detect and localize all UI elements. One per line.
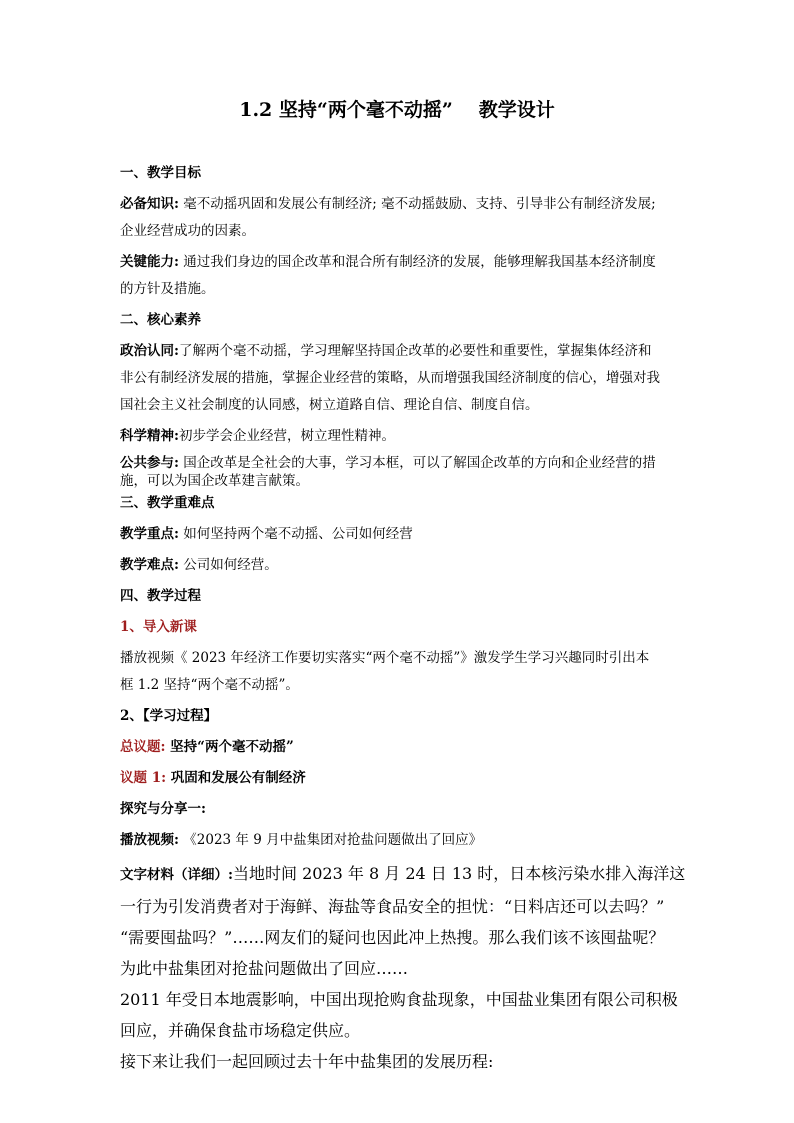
label-video: 播放视频: [120,832,179,848]
paragraph-key-point: 教学重点: 如何坚持两个毫不动摇、公司如何经营 [120,526,413,542]
paragraph-2011: 2011 年受日本地震影响，中国出现抢购食盐现象，中国盐业集团有限公司积极 [120,990,678,1009]
section-heading-difficulty: 三、教学重难点 [120,495,215,511]
section-heading-literacy: 二、核心素养 [120,312,201,328]
section-heading-goals: 一、教学目标 [120,165,201,181]
label-topic1: 议题 1: [120,770,167,786]
title-suffix: 教学设计 [478,99,555,121]
paragraph-ability-cont: 的方针及措施。 [120,281,215,297]
label-knowledge: 必备知识: [120,196,179,212]
paragraph-intro: 播放视频《 2023 年经济工作要切实落实“两个毫不动摇”》激发学生学习兴趣同时引出本 [120,650,650,666]
paragraph-ability: 关键能力: 通过我们身边的国企改革和混合所有制经济的发展，能够理解我国基本经济制度 [120,254,656,270]
paragraph-political-cont1: 非公有制经济发展的措施，掌握企业经营的策略，从而增强我国经济制度的信心，增强对我 [120,370,660,386]
paragraph-science: 科学精神:初步学会企业经营，树立理性精神。 [120,428,395,444]
subheading-intro: 1、导入新课 [120,619,197,635]
subheading-learning: 2、【学习过程】 [120,708,218,724]
paragraph-video: 播放视频: 《2023 年 9 月中盐集团对抢盐问题做出了回应》 [120,832,483,848]
document-body [120,160,686,1077]
label-political: 政治认同: [120,343,179,359]
explore-heading: 探究与分享一: [120,801,206,817]
label-science: 科学精神: [120,428,179,444]
paragraph-material-cont1: 一行为引发消费者对于海鲜、海盐等食品安全的担忧：“日料店还可以去吗？” [120,897,665,916]
paragraph-main-topic: 总议题: 坚持“两个毫不动摇” [120,739,294,755]
title-main: 1.2 坚持“两个毫不动摇” [239,99,453,121]
paragraph-material-cont2: “需要囤盐吗？”……网友们的疑问也因此冲上热搜。那么我们该不该囤盐呢？ [120,928,665,947]
page-title [0,95,794,122]
label-public: 公共参与: [120,455,179,471]
paragraph-topic1: 议题 1: 巩固和发展公有制经济 [120,770,306,786]
label-material: 文字材料（详细）: [120,867,233,883]
paragraph-2011-cont: 回应，并确保食盐市场稳定供应。 [120,1021,361,1040]
paragraph-political-cont2: 国社会主义社会制度的认同感，树立道路自信、理论自信、制度自信。 [120,397,539,413]
paragraph-hard-point: 教学难点: 公司如何经营。 [120,557,278,573]
paragraph-material-cont3: 为此中盐集团对抢盐问题做出了回应…… [120,959,409,978]
paragraph-political: 政治认同:了解两个毫不动摇，学习理解坚持国企改革的必要性和重要性，掌握集体经济和 [120,343,652,359]
paragraph-material: 文字材料（详细）:当地时间 2023 年 8 月 24 日 13 时，日本核污染水排入海洋这 [120,864,686,883]
label-main-topic: 总议题: [120,739,166,755]
paragraph-intro-cont: 框 1.2 坚持“两个毫不动摇”。 [120,677,299,693]
paragraph-public-cont: 施，可以为国企改革建言献策。 [120,473,309,489]
section-heading-process: 四、教学过程 [120,588,201,604]
label-ability: 关键能力: [120,254,179,270]
label-hard-point: 教学难点: [120,557,179,573]
paragraph-knowledge-cont: 企业经营成功的因素。 [120,223,255,239]
paragraph-knowledge: 必备知识: 毫不动摇巩固和发展公有制经济; 毫不动摇鼓励、支持、引导非公有制经济发展; [120,196,656,212]
label-key-point: 教学重点: [120,526,179,542]
paragraph-public: 公共参与: 国企改革是全社会的大事，学习本框，可以了解国企改革的方向和企业经营的措 [120,455,656,471]
paragraph-review: 接下来让我们一起回顾过去十年中盐集团的发展历程: [120,1052,494,1071]
